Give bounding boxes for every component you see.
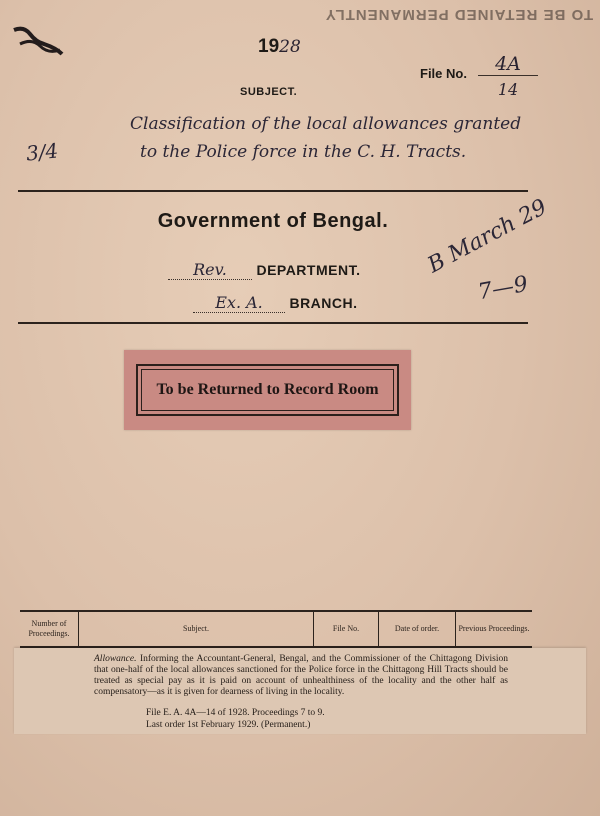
abstract-text — [94, 654, 508, 698]
abstract-order-line: Last order 1st February 1929. (Permanent.) — [146, 720, 311, 730]
col-date-of-order: Date of order. — [379, 612, 456, 646]
subject-label: SUBJECT. — [240, 86, 298, 98]
department-line — [168, 260, 360, 280]
file-no-value: 4A — [478, 53, 538, 76]
branch-label: BRANCH. — [289, 295, 358, 311]
abstract-body: Informing the Accountant-General, Bengal, and the Commissioner of the Chittagong Division that one-half of the local allowances sanctioned for the Police force in the Chittagong Hill Tracts should be treated as special pay as it is paid on account of unhealthiness of the locality and the other half as compensatory—as it is given for dearness of living in the locality. — [94, 654, 509, 697]
file-no-subnumber: 14 — [497, 80, 519, 99]
retained-stamp: TO BE RETAINED PERMANENTLY — [324, 6, 594, 23]
record-room-label-text: To be Returned to Record Room — [156, 381, 379, 398]
col-subject: Subject. — [79, 612, 314, 646]
abstract-file-line: File E. A. 4A—14 of 1928. Proceedings 7 to 9. — [146, 708, 325, 718]
abstract-lead: Allowance. — [94, 654, 137, 664]
branch-line — [193, 293, 358, 313]
col-number-of-proceedings: Number of Proceedings. — [20, 612, 79, 646]
department-label: DEPARTMENT. — [256, 262, 361, 278]
proceedings-table-header — [20, 610, 532, 648]
subject-line-1: Classification of the local allowances granted — [130, 114, 522, 134]
col-file-no: File No. — [314, 612, 379, 646]
year-printed: 19 — [258, 36, 280, 57]
department-handwritten: Rev. — [168, 260, 252, 280]
file-year — [258, 36, 301, 58]
divider-top — [18, 190, 528, 192]
handwritten-subject — [130, 110, 580, 166]
ink-blot-mark — [10, 24, 66, 58]
subject-line-2: to the Police force in the C. H. Tracts. — [140, 142, 467, 162]
year-handwritten: 28 — [279, 37, 301, 57]
branch-handwritten: Ex. A. — [193, 293, 285, 313]
government-title: Government of Bengal. — [157, 210, 389, 232]
abstract-slip — [14, 648, 586, 734]
handwritten-date: B March 29 — [423, 194, 552, 279]
handwritten-proceedings: 7—9 — [476, 271, 530, 306]
record-room-label — [124, 350, 411, 430]
col-previous-proceedings: Previous Proceedings. — [458, 624, 530, 633]
file-no-label: File No. — [420, 66, 467, 81]
divider-middle — [18, 322, 528, 324]
margin-note: 3/4 — [24, 138, 60, 166]
